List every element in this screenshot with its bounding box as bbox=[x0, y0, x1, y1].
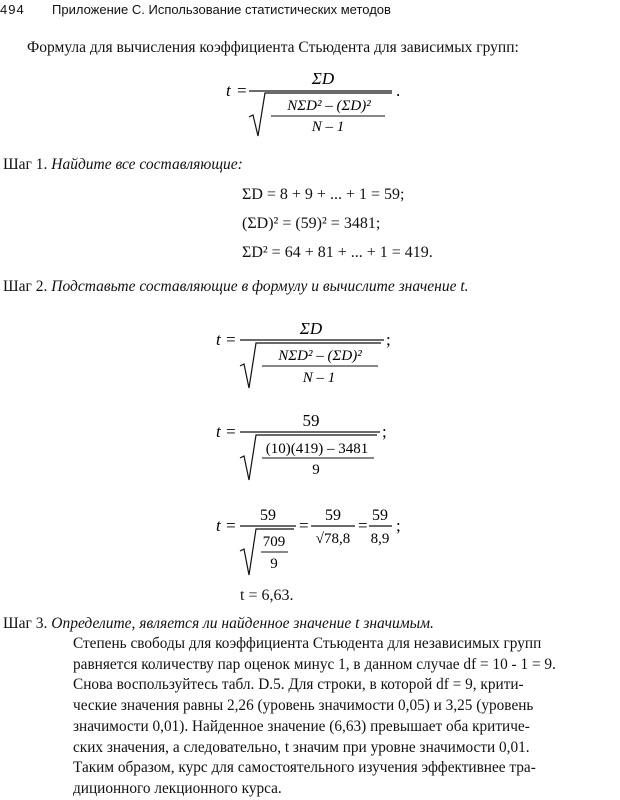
para-line-6: ских значения, а следовательно, t значим при уровне значимости 0,01. bbox=[73, 738, 530, 756]
student-formula bbox=[220, 64, 420, 144]
formula-end: . bbox=[396, 81, 401, 100]
formula-simplified bbox=[212, 503, 432, 583]
f3-eq2: = bbox=[299, 516, 309, 535]
step1-line-2: (ΣD)² = (59)² = 3481; bbox=[242, 215, 381, 232]
step2-text: Подставьте составляющие в формулу и вычислите значение t. bbox=[51, 278, 469, 295]
formula-lhs: t bbox=[226, 81, 231, 100]
f1-den-bottom: N – 1 bbox=[302, 370, 336, 386]
f3-num3: 59 bbox=[372, 507, 388, 524]
step2-label: Шаг 2. bbox=[3, 278, 48, 295]
f2-lhs: t = bbox=[216, 422, 237, 441]
para-line-8: диционного лекционного курса. bbox=[73, 779, 282, 797]
page-number: 494 bbox=[0, 2, 25, 17]
running-title: Приложение С. Использование статистических методов bbox=[52, 2, 391, 17]
f1-end: ; bbox=[386, 330, 391, 349]
f2-den-top: (10)(419) – 3481 bbox=[265, 441, 369, 457]
formula-general bbox=[212, 318, 412, 398]
f3-eq3: = bbox=[358, 516, 368, 535]
f3-num2: 59 bbox=[325, 507, 341, 524]
para-line-4: ческие значения равны 2,26 (уровень значимости 0,05) и 3,25 (уровень bbox=[73, 697, 534, 715]
para-line-5: значимости 0,01). Найденное значение (6,63) превышает оба критиче- bbox=[73, 717, 530, 735]
t-result: t = 6,63. bbox=[240, 587, 294, 604]
para-line-1: Степень свободы для коэффициента Стьюдента для независимых групп bbox=[73, 635, 542, 652]
f3-den3: 8,9 bbox=[370, 531, 390, 547]
para-line-7: Таким образом, курс для самостоятельного изучения эффективнее тра- bbox=[73, 759, 536, 777]
step1-label: Шаг 1. bbox=[3, 156, 48, 173]
f3-lhs: t = bbox=[216, 516, 237, 535]
f2-numerator: 59 bbox=[302, 411, 320, 430]
step3-text: Определите, является ли найденное значение t значимым. bbox=[51, 615, 434, 632]
step1-heading bbox=[3, 155, 243, 175]
f3-den-bottom: 9 bbox=[270, 556, 278, 572]
page-header bbox=[0, 0, 620, 22]
para-line-2: равняется количеству пар оценок минус 1, в данном случае df = 10 - 1 = 9. bbox=[73, 655, 556, 673]
step2-heading bbox=[3, 277, 469, 297]
para-line-3: Снова воспользуйтесь табл. D.5. Для строки, в которой df = 9, крити- bbox=[73, 676, 524, 694]
f2-end: ; bbox=[382, 422, 387, 441]
intro-text: Формула для вычисления коэффициента Стьюдента для зависимых групп: bbox=[27, 39, 519, 56]
f1-lhs: t = bbox=[216, 330, 237, 349]
f1-numerator: ΣD bbox=[299, 319, 323, 338]
step1-line-3: ΣD² = 64 + 81 + ... + 1 = 419. bbox=[242, 244, 433, 261]
f3-numerator: 59 bbox=[260, 507, 276, 524]
formula-eq: = bbox=[237, 81, 247, 100]
step3-label: Шаг 3. bbox=[3, 615, 48, 632]
step1-text: Найдите все составляющие: bbox=[51, 156, 243, 173]
f3-den2: √78,8 bbox=[315, 531, 351, 547]
step1-line-1: ΣD = 8 + 9 + ... + 1 = 59; bbox=[242, 186, 405, 203]
f3-den-top: 709 bbox=[262, 534, 286, 550]
f1-den-top: NΣD² – (ΣD)² bbox=[278, 348, 362, 364]
step3-heading bbox=[3, 614, 434, 634]
formula-numerator: ΣD bbox=[311, 69, 335, 88]
f2-den-bottom: 9 bbox=[312, 462, 320, 478]
formula-den-bottom: N – 1 bbox=[311, 119, 345, 135]
step3-paragraph bbox=[73, 634, 620, 800]
formula-substituted bbox=[212, 410, 412, 490]
f3-end: ; bbox=[396, 516, 401, 535]
formula-den-top: NΣD² – (ΣD)² bbox=[287, 98, 371, 114]
